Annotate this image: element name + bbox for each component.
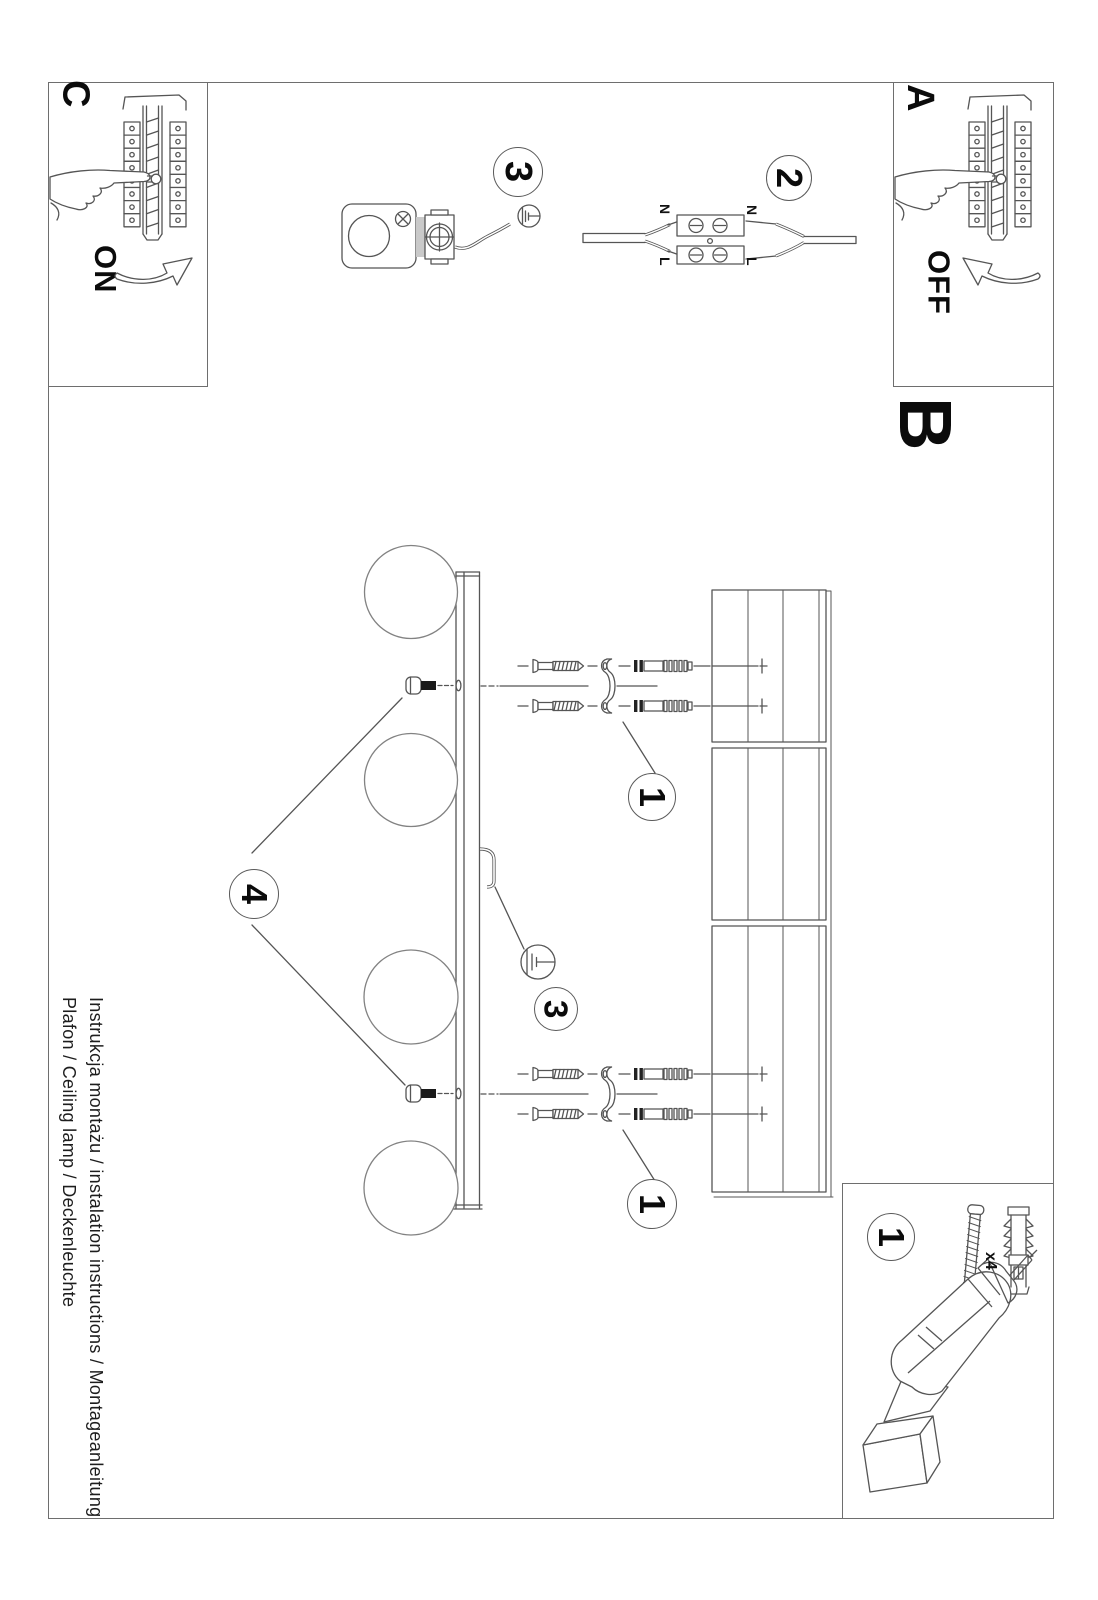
step-b-label: [884, 386, 967, 462]
globe-screw-bottom: [406, 1085, 461, 1102]
quantity-label: x4: [982, 1252, 999, 1270]
on-label: ON: [88, 244, 123, 294]
ground-symbol-icon: [521, 945, 555, 979]
step-4-badge: 4: [229, 869, 279, 919]
wire-label-l-left: L: [657, 256, 673, 266]
wire-label-n-right: N: [744, 204, 760, 216]
breaker-on-illustration: [48, 82, 206, 385]
off-label: OFF: [921, 249, 957, 315]
canopy-ground-terminal: [342, 204, 540, 268]
document-title-line2: Plafon / Ceiling lamp / Deckenleuchte: [59, 997, 79, 1308]
step-1-badge-bottom: 1: [627, 1179, 677, 1229]
wire-label-l-right: L: [744, 256, 760, 266]
ceiling-planks: [712, 590, 833, 1197]
wall-plug-icon: [1004, 1207, 1033, 1294]
step-3-badge-top: 3: [493, 147, 543, 197]
step-c-text: C: [54, 80, 97, 108]
lamp-globes: [364, 546, 458, 1236]
step-b-text: B: [884, 397, 967, 451]
ground-symbol-icon: [518, 205, 540, 227]
terminal-block: [583, 215, 856, 264]
step-3-badge-middle: 3: [534, 987, 578, 1031]
lamp-mounting-illustration: [240, 540, 860, 1240]
breaker-off-illustration: [893, 82, 1052, 385]
step-a-text: A: [899, 83, 941, 112]
wire-label-n-left: N: [657, 203, 673, 215]
globe-screw-top: [406, 677, 461, 694]
ground-wire-hook: [480, 849, 494, 887]
step-2-badge: 2: [766, 155, 812, 201]
document-title-line1: Instrukcja montażu / instalation instructions / Montageanleitung: [86, 997, 106, 1518]
step-1-badge-top: 1: [628, 773, 676, 821]
lamp-bar: [454, 572, 482, 1209]
parts-1-badge: 1: [867, 1213, 915, 1261]
